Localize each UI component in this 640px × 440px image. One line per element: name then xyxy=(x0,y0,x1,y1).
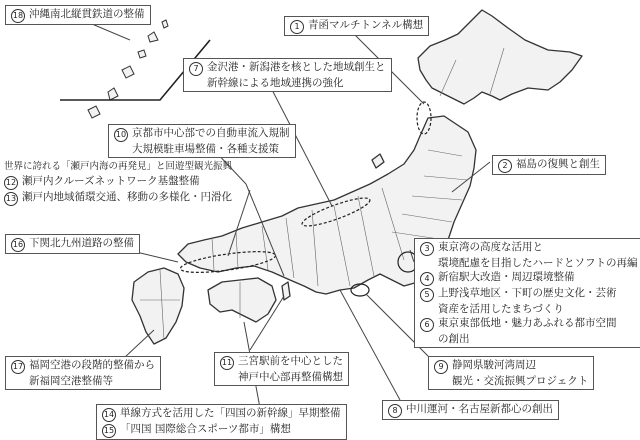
setouchi-group xyxy=(4,160,232,206)
label-text-5-line2: 資産を活用したまちづくり xyxy=(438,303,564,315)
label-text-line1: 福岡空港の段階的整備から xyxy=(29,359,155,371)
label-text-line1: 京都市中心部での自動車流入規制 xyxy=(132,127,290,139)
label-text-6-line1: 東京東部低地・魅力あふれる都市空間 xyxy=(438,317,617,329)
number-badge: 11 xyxy=(220,356,234,370)
label-11 xyxy=(214,352,349,386)
number-badge: 9 xyxy=(434,360,448,374)
label-text-line2: 観光・交流振興プロジェクト xyxy=(452,375,589,387)
label-text-13: 瀬戸内地域循環交通、移動の多様化・円滑化 xyxy=(22,191,232,203)
number-badge: 14 xyxy=(102,408,116,422)
number-badge: 12 xyxy=(4,176,18,190)
label-18 xyxy=(5,5,151,25)
kyushu-island xyxy=(132,268,184,344)
label-17 xyxy=(5,356,161,390)
label-text-6-line2: の創出 xyxy=(438,333,470,345)
label-text-14: 単線方式を活用した「四国の新幹線」早期整備 xyxy=(120,407,341,419)
label-text: 下関北九州道路の整備 xyxy=(29,237,134,249)
shikoku-island xyxy=(208,278,276,322)
number-badge: 6 xyxy=(420,318,434,332)
number-badge: 10 xyxy=(114,128,128,142)
label-text-line1: 三宮駅前を中心とした xyxy=(238,355,343,367)
label-text-15: 「四国 国際総合スポーツ都市」構想 xyxy=(120,423,291,435)
label-8 xyxy=(382,400,559,420)
label-text-3-line1: 東京湾の高度な活用と xyxy=(438,241,543,253)
number-badge: 18 xyxy=(11,9,25,23)
number-badge: 7 xyxy=(189,62,203,76)
label-text-5-line1: 上野浅草地区・下町の歴史文化・芸術 xyxy=(438,287,617,299)
label-text-4: 新宿駅大改造・周辺環境整備 xyxy=(438,271,575,283)
number-badge: 17 xyxy=(11,360,25,374)
number-badge: 1 xyxy=(290,20,304,34)
tokyo-group xyxy=(414,238,640,348)
label-text-3-line2: 環境配慮を目指したハードとソフトの再編 xyxy=(438,257,638,269)
number-badge: 3 xyxy=(420,242,434,256)
sado-island xyxy=(372,154,384,168)
label-1 xyxy=(284,16,429,36)
label-16 xyxy=(5,234,140,254)
label-14-15 xyxy=(96,404,347,440)
label-text-line2: 神戸中心部再整備構想 xyxy=(238,371,343,383)
number-badge: 4 xyxy=(420,272,434,286)
number-badge: 15 xyxy=(102,424,116,438)
label-10 xyxy=(108,124,296,158)
number-badge: 5 xyxy=(420,288,434,302)
number-badge: 2 xyxy=(498,159,512,173)
label-text: 福島の復興と創生 xyxy=(516,158,600,170)
label-text: 中川運河・名古屋新都心の創出 xyxy=(406,403,553,415)
number-badge: 16 xyxy=(11,238,25,252)
label-text-line1: 金沢港・新潟港を核とした地域創生と xyxy=(207,61,386,73)
label-text-line2: 新福岡空港整備等 xyxy=(29,375,113,387)
label-2 xyxy=(492,155,606,175)
label-text-line2: 新幹線による地域連携の強化 xyxy=(207,77,344,89)
label-text-line2: 大規模駐車場整備・各種支援策 xyxy=(132,143,279,155)
number-badge: 8 xyxy=(388,404,402,418)
label-text: 青函マルチトンネル構想 xyxy=(308,19,424,31)
setouchi-heading: 世界に誇れる「瀬戸内海の再発見」と回遊型観光振興 xyxy=(4,161,233,172)
label-7 xyxy=(183,58,392,92)
label-text-12: 瀬戸内クルーズネットワーク基盤整備 xyxy=(22,175,200,187)
label-text-line1: 静岡県駿河湾周辺 xyxy=(452,359,536,371)
number-badge: 13 xyxy=(4,192,18,206)
label-9 xyxy=(428,356,594,390)
label-text: 沖縄南北縦貫鉄道の整備 xyxy=(29,8,145,20)
